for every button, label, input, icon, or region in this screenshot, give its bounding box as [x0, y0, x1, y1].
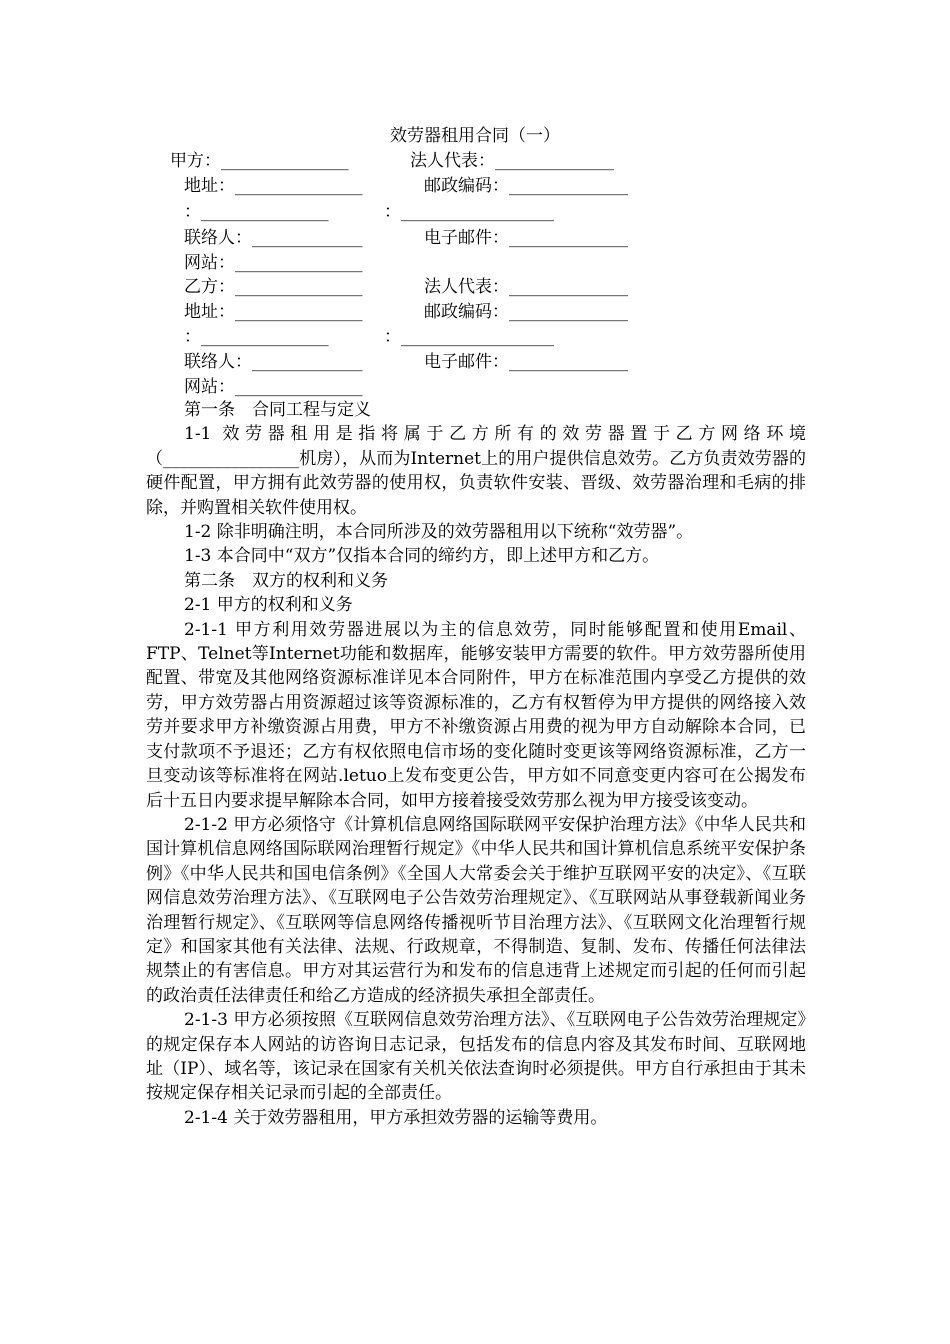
- article-2-heading: 第二条 双方的权利和义务: [184, 570, 388, 591]
- clause-1-3: 1-3 本合同中“双方”仅指本合同的缔约方，即上述甲方和乙方。: [184, 546, 660, 567]
- clause-2-1-3: 2-1-3 甲方必须按照《互联网信息效劳治理方法》、《互联网电子公告效劳治理规定》的规定保存本人网站的访咨询日志记录，包括发布的信息内容及其发布时间、互联网地址（IP）、域名等，该记录在国家有关机关依法查询时必须提供。甲方自行承担由于其未按规定保存相关记录而引起的全部责任。: [146, 1010, 806, 1104]
- party-b-legal-rep: 法人代表：______________: [424, 277, 628, 297]
- party-a-postcode: 邮政编码：______________: [424, 176, 628, 196]
- party-b-contact: 联络人：_____________: [184, 352, 363, 372]
- party-b-postcode: 邮政编码：______________: [424, 302, 628, 322]
- party-a-contact: 联络人：_____________: [184, 228, 363, 248]
- party-b-address: 地址：_______________: [184, 302, 363, 322]
- document-title: 效劳器租用合同（一）: [390, 126, 560, 146]
- clause-2-1-2: 2-1-2 甲方必须恪守《计算机信息网络国际联网平安保护治理方法》《中华人民共和国计算机信息网络国际联网治理暂行规定》《中华人民共和国计算机信息系统平安保护条例》《中华人民共和国电信条例》《全国人大常委会关于维护互联网平安的决定》、《互联网信息效劳治理方法》、《互联网电子公告效劳治理规定》、《互联网站从事登载新闻业务治理暂行规定》、《互联网等信息网络传播视听节目治理方法》、《互联网文化治理暂行规定》和国家其他有关法律、法规、行政规章，不得制造、复制、发布、传播任何法律法规禁止的有害信息。甲方对其运营行为和发布的信息违背上述规定而引起的任何而引起的政治责任法律责任和给乙方造成的经济损失承担全部责任。: [146, 814, 806, 1006]
- party-a-fax: ：__________________: [384, 202, 554, 222]
- clause-2-1-4: 2-1-4 关于效劳器租用，甲方承担效劳器的运输等费用。: [184, 1107, 608, 1128]
- party-a-address: 地址：_______________: [184, 176, 363, 196]
- party-b-email: 电子邮件：______________: [424, 352, 628, 372]
- article-1-heading: 第一条 合同工程与定义: [184, 400, 371, 420]
- clause-2-1-heading: 2-1 甲方的权利和义务: [184, 595, 353, 616]
- party-a-website: 网站：_______________: [184, 253, 363, 273]
- clause-1-2: 1-2 除非明确注明，本合同所涉及的效劳器租用以下统称“效劳器”。: [184, 522, 694, 543]
- party-a-phone: ：_______________: [184, 202, 329, 222]
- party-a-email: 电子邮件：______________: [424, 228, 628, 248]
- party-b-fax: ：__________________: [384, 327, 554, 347]
- contract-body: [146, 398, 806, 1130]
- party-a-name: 甲方：_______________: [170, 151, 349, 171]
- clause-2-1-1: 2-1-1 甲方利用效劳器进展以为主的信息效劳，同时能够配置和使用Email、FTP、Telnet等Internet功能和数据库，能够安装甲方需要的软件。甲方效劳器所使用配置、带宽及其他网络资源标准详见本合同附件，甲方在标准范围内享受乙方提供的效劳，甲方效劳器占用资源超过该等资源标准的，乙方有权暂停为甲方提供的网络接入效劳并要求甲方补缴资源占用费，甲方不补缴资源占用费的视为甲方自动解除本合同，已支付款项不予退还；乙方有权依照电信市场的变化随时变更该等网络资源标准，乙方一旦变动该等标准将在网站.letuo上发布变更公告，甲方如不同意变更内容可在公揭发布后十五日内要求提早解除本合同，如甲方接着接受效劳那么视为甲方接受该变动。: [146, 619, 806, 811]
- party-b-website: 网站：_______________: [184, 377, 363, 397]
- party-b-name: 乙方：_______________: [184, 277, 363, 297]
- party-b-phone: ：_______________: [184, 327, 329, 347]
- clause-1-1: 1-1 效劳器租用是指将属于乙方所有的效劳器置于乙方网络环境（________________机房），从而为Internet上的用户提供信息效劳。乙方负责效劳器的硬件配置，甲方拥有此效劳器的使用权，负责软件安装、晋级、效劳器治理和毛病的排除，并购置相关软件使用权。: [146, 424, 806, 518]
- party-a-legal-rep: 法人代表：______________: [410, 151, 614, 171]
